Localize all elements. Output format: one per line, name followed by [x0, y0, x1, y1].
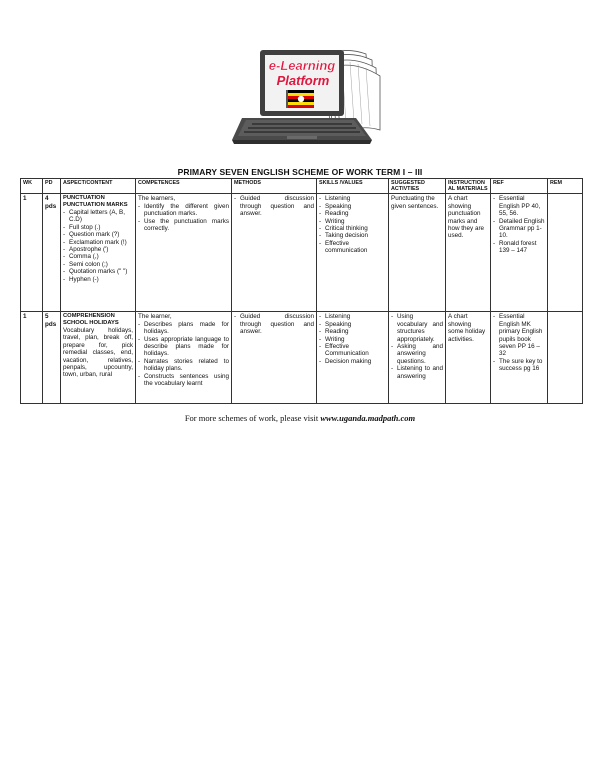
list-item: - Writing: [319, 336, 386, 343]
methods-list: [234, 313, 314, 335]
list-item: - Essential English MK primary English pupils book seven PP 16 – 32: [493, 313, 545, 357]
cell-skills: [317, 312, 389, 404]
logo-line2: Platform: [276, 73, 330, 88]
cell-methods: [232, 194, 317, 312]
competence-list: [138, 321, 229, 388]
list-item: - Reading: [319, 328, 386, 335]
ref-list: [493, 313, 545, 372]
cell-activities: [389, 312, 446, 404]
list-item: - Guided discussion through question and answer.: [234, 313, 314, 335]
cell-activities: Punctuating the given sentences.: [389, 194, 446, 312]
header-materials: INSTRUCTION AL MATERIALS: [446, 179, 491, 194]
header-rem: REM: [548, 179, 583, 194]
header-aspect: ASPECT/CONTENT: [61, 179, 136, 194]
list-item: - Asking and answering questions.: [391, 343, 443, 365]
list-item: - Listening: [319, 313, 386, 320]
header-activities: SUGGESTED ACTIVTIES: [389, 179, 446, 194]
cell-materials: A chart showing some holiday activities.: [446, 312, 491, 404]
list-item: - Capital letters (A, B, C.D): [63, 209, 133, 224]
ref-list: [493, 195, 545, 254]
aspect-list: [63, 209, 133, 283]
list-item: - Semi colon (;): [63, 261, 133, 268]
header-skills: SKILLS /VALUES: [317, 179, 389, 194]
uganda-flag-icon: [286, 90, 314, 108]
list-item: - Full stop (.): [63, 224, 133, 231]
list-item: - Exclamation mark (!): [63, 239, 133, 246]
cell-aspect: [61, 312, 136, 404]
list-item: - Comma (,): [63, 253, 133, 260]
header-competences: COMPETENCES: [136, 179, 232, 194]
footer-link[interactable]: www.uganda.madpath.com: [320, 413, 416, 423]
list-item: - Listening to and answering: [391, 365, 443, 380]
list-item: - Writing: [319, 218, 386, 225]
cell-materials: A chart showing punctuation marks and how they are used.: [446, 194, 491, 312]
list-item: - Reading: [319, 210, 386, 217]
list-item: - Question mark (?): [63, 231, 133, 238]
list-item: - Narrates stories related to holiday plans.: [138, 358, 229, 373]
cell-wk: 1: [21, 194, 43, 312]
laptop-books-logo-icon: [232, 44, 382, 156]
cell-pd: 4 pds: [43, 194, 61, 312]
list-item: - Effective communication: [319, 240, 386, 255]
list-item: - Describes plans made for holidays.: [138, 321, 229, 336]
document-title: PRIMARY SEVEN ENGLISH SCHEME OF WORK TERM I – III: [177, 167, 423, 177]
cell-competences: [136, 312, 232, 404]
activities-list: [391, 313, 443, 380]
header-methods: METHODS: [232, 179, 317, 194]
table-row: [21, 312, 583, 404]
list-item: - Use the punctuation marks correctly.: [138, 218, 229, 233]
aspect-text: Vocabulary holidays, travel, plan, break off, prepare for, pick remedial classes, end, vacation, relatives, penpals, upcountry, town, urban, rural: [63, 327, 133, 379]
cell-skills: [317, 194, 389, 312]
list-item: - Ronald forest 139 – 147: [493, 240, 545, 255]
cell-competences: [136, 194, 232, 312]
logo-line1: e-Learning: [268, 58, 336, 73]
methods-list: [234, 195, 314, 217]
header-wk: WK: [21, 179, 43, 194]
list-item: - Guided discussion through question and answer.: [234, 195, 314, 217]
footer-text: For more schemes of work, please visit: [184, 413, 321, 423]
elearning-platform-logo: [232, 44, 382, 156]
footer-note: [0, 413, 600, 423]
list-item: - Quotation marks (" "): [63, 268, 133, 275]
list-item: - Uses appropriate language to describe plans made for holidays.: [138, 336, 229, 358]
list-item: - Using vocabulary and structures appropriately.: [391, 313, 443, 343]
list-item: - Effective Communication: [319, 343, 386, 358]
list-item: - Identify the different given punctuation marks.: [138, 203, 229, 218]
aspect-title: COMPREHENSION SCHOOL HOLIDAYS: [63, 313, 119, 327]
table-header-row: [21, 179, 583, 194]
scheme-of-work-table: [20, 178, 583, 404]
list-item: - Speaking: [319, 203, 386, 210]
cell-ref: [491, 312, 548, 404]
cell-methods: [232, 312, 317, 404]
list-item: - Speaking: [319, 321, 386, 328]
list-item: - Taking decision: [319, 232, 386, 239]
list-item: - Essential English PP 40, 55, 56.: [493, 195, 545, 217]
cell-pd: 5 pds: [43, 312, 61, 404]
list-item: - The sure key to success pg 16: [493, 358, 545, 373]
cell-ref: [491, 194, 548, 312]
list-item: - Decision making: [319, 358, 386, 365]
competence-list: [138, 203, 229, 233]
header-ref: REF: [491, 179, 548, 194]
cell-rem: [548, 194, 583, 312]
cell-rem: [548, 312, 583, 404]
competence-intro: The learners,: [138, 195, 176, 203]
skills-list: [319, 313, 386, 365]
list-item: - Hyphen (-): [63, 276, 133, 283]
list-item: - Constructs sentences using the vocabulary learnt: [138, 373, 229, 388]
list-item: - Apostrophe ('): [63, 246, 133, 253]
cell-wk: 1: [21, 312, 43, 404]
list-item: - Listening: [319, 195, 386, 202]
skills-list: [319, 195, 386, 254]
header-pd: PD: [43, 179, 61, 194]
aspect-title: PUNCTUATION PUNCTUATION MARKS: [63, 195, 128, 209]
cell-aspect: [61, 194, 136, 312]
competence-intro: The learner,: [138, 313, 172, 321]
table-row: [21, 194, 583, 312]
list-item: - Detailed English Grammar pp 1-10.: [493, 218, 545, 240]
list-item: - Critical thinking: [319, 225, 386, 232]
